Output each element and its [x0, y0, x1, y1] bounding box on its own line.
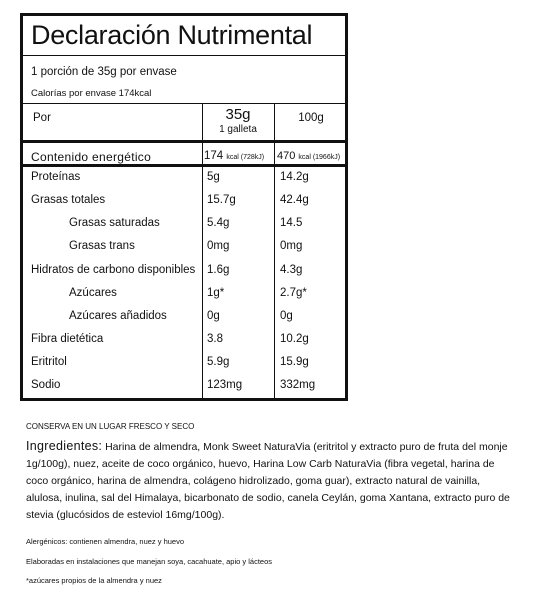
thick-divider — [23, 164, 345, 167]
energy-kcal-portion: 174 — [204, 150, 224, 162]
nutrient-value-portion: 1.6g — [207, 264, 230, 276]
energy-label: Contenido energético — [31, 150, 152, 164]
facility-text: Elaboradas en instalaciones que manejan soya, cacahuate, apio y lácteos — [26, 557, 272, 566]
ingredients-block — [26, 438, 518, 524]
col1-header: 35g — [225, 106, 251, 123]
nutrient-label: Grasas totales — [31, 194, 106, 206]
nutrient-value-100g: 332mg — [280, 379, 316, 391]
per-label: Por — [33, 112, 51, 124]
column-divider — [202, 103, 203, 398]
nutrient-value-portion: 0mg — [207, 240, 230, 252]
ingredients-text: Harina de almendra, Monk Sweet NaturaVia (eritritol y extracto puro de fruta del monje 1g/100g), nuez, aceite de coco orgánico, huevo, Harina Low Carb NaturaVia (fibra vegetal, harina de coco orgánico, harina de almendra, colágeno hidrolizado, goma guar), extracto natural de vainilla, alulosa, inulina, sal del Himalaya, bicarbonato de sodio, canela Ceylán, goma Xantana, extracto puro de stevia (glucósidos de esteviol 16mg/100g). — [26, 441, 510, 521]
nutrient-value-portion: 3.8 — [207, 333, 223, 345]
nutrient-value-100g: 14.5 — [280, 217, 303, 229]
nutrient-label: Fibra dietética — [31, 333, 104, 345]
nutrient-label: Proteínas — [31, 171, 81, 183]
calories-text: Calorías por envase 174kcal — [31, 88, 152, 99]
nutrient-value-100g: 0mg — [280, 240, 303, 252]
energy-value-portion — [204, 150, 264, 162]
nutrient-value-100g: 2.7g* — [280, 287, 307, 299]
nutrient-label: Azúcares añadidos — [69, 310, 167, 322]
energy-kcal-100g: 470 — [277, 150, 296, 162]
storage-instructions: CONSERVA EN UN LUGAR FRESCO Y SECO — [26, 422, 195, 431]
nutrient-value-100g: 14.2g — [280, 171, 309, 183]
energy-unit-portion: kcal (728kJ) — [226, 154, 265, 161]
nutrient-value-portion: 0g — [207, 310, 220, 322]
nutrient-value-100g: 0g — [280, 310, 293, 322]
col1-subheader: 1 galleta — [219, 124, 257, 135]
nutrient-label: Azúcares — [69, 287, 117, 299]
nutrient-value-portion: 5.4g — [207, 217, 230, 229]
column-divider — [274, 103, 275, 398]
nutrient-value-100g: 42.4g — [280, 194, 309, 206]
nutrient-label: Sodio — [31, 379, 61, 391]
ingredients-heading: Ingredientes: — [26, 439, 103, 453]
nutrient-value-100g: 10.2g — [280, 333, 309, 345]
nutrient-value-portion: 1g* — [207, 287, 225, 299]
nutrient-label: Grasas saturadas — [69, 217, 160, 229]
nutrient-value-portion: 15.7g — [207, 194, 236, 206]
footnote-text: *azúcares propios de la almendra y nuez — [26, 576, 162, 585]
col2-header: 100g — [298, 112, 324, 124]
divider — [23, 103, 345, 104]
panel-title: Declaración Nutrimental — [31, 20, 313, 50]
portion-text: 1 porción de 35g por envase — [31, 66, 177, 78]
energy-value-100g — [277, 150, 340, 162]
energy-unit-100g: kcal (1966kJ) — [298, 154, 341, 161]
nutrient-value-portion: 5g — [207, 171, 220, 183]
nutrient-value-100g: 15.9g — [280, 356, 309, 368]
thick-divider — [23, 140, 345, 143]
nutrient-value-portion: 123mg — [207, 379, 243, 391]
nutrient-label: Grasas trans — [69, 240, 135, 252]
allergens-text: Alergénicos: contienen almendra, nuez y huevo — [26, 537, 185, 546]
nutrient-value-portion: 5.9g — [207, 356, 230, 368]
divider — [23, 55, 345, 56]
nutrient-label: Hidratos de carbono disponibles — [31, 264, 196, 276]
nutrition-facts-panel — [20, 13, 348, 401]
nutrient-label: Eritritol — [31, 356, 67, 368]
nutrient-value-100g: 4.3g — [280, 264, 303, 276]
